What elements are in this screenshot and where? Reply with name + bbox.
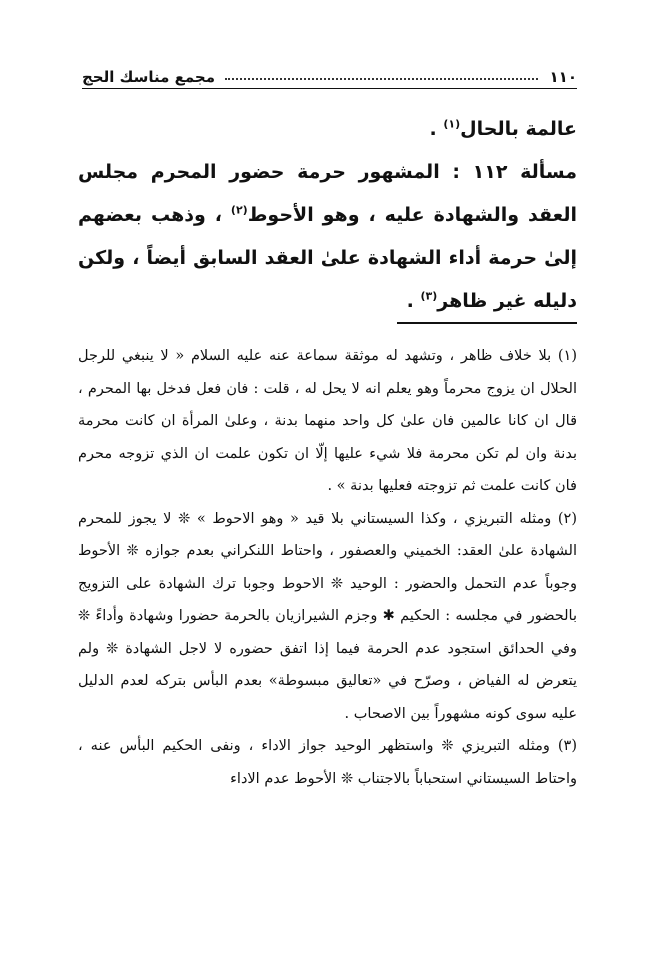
main-line-1: عالمة بالحال [460, 118, 577, 140]
page-number: ١١٠ [549, 68, 577, 86]
header-dot-leader [225, 78, 538, 80]
footnote-ref-3: (٣) [420, 289, 438, 303]
running-header [82, 52, 577, 86]
footnotes [78, 340, 577, 795]
footnote-2: (٢) ومثله التبريزي ، وكذا السيستاني بلا قيد « وهو الاحوط » ❊ لا يجوز للمحرم الشهادة علىٰ العقد: الخميني والعصفور ، واحتاط اللنكراني بعدم جوازه ❊ الأحوط وجوباً عدم التحمل والحضور : الوحيد ❊ الاحوط وجوبا ترك الشهادة على التزويج بالحضور في مجلسه : الحكيم ✱ وجزم الشيرازيان بالحرمة حضورا وشهادة وأداءً ❊ وفي الحدائق استجود عدم الحرمة فيما إذا اتفق حضوره لا لاجل الشهادة ❊ ولم يتعرض له الفياض ، وصرّح في «تعاليق مبسوطة» بعدم البأس بتركه لعدم الدليل عليه سوى كونه مشهوراً بين الاصحاب . [78, 510, 577, 722]
issue-text-b: ، وذهب بعضهم إلىٰ حرمة أداء الشهادة علىٰ العقد السابق أيضاً ، ولكن دليله غير ظاهر [78, 204, 577, 312]
issue-label: مسألة ١١٢ : [452, 161, 577, 183]
main-line-1-end: . [429, 118, 444, 140]
footnote-ref-2: (٢) [230, 203, 248, 217]
footnote-3: (٣) ومثله التبريزي ❊ واستظهر الوحيد جواز الاداء ، ونفى الحكيم البأس عنه ، واحتاط السيستاني استحباباً بالاجتناب ❊ الأحوط عدم الاداء [78, 738, 577, 787]
footnote-1: (١) بلا خلاف ظاهر ، وتشهد له موثقة سماعة عنه عليه السلام « لا ينبغي للرجل الحلال ان يزوج محرماً وهو يعلم انه لا يحل له ، قلت : فان فعل فدخل بها المحرم ، قال ان كانا عالمين فان علىٰ كل واحد منهما بدنة ، وعلىٰ المرأة ان كانت محرمة بدنة وان لم تكن محرمة فلا شيء عليها إلّا ان تكون علمت ان الذي تزوجه محرم فان كانت علمت ثم تزوجته فعليها بدنة » . [78, 348, 577, 494]
footnote-ref-1: (١) [443, 117, 461, 131]
footnote-separator [397, 322, 577, 324]
issue-text-a: المشهور حرمة حضور المحرم مجلس العقد والشهادة عليه ، وهو الأحوط [78, 161, 577, 226]
running-title: مجمع مناسك الحج [82, 68, 216, 86]
issue-paragraph [78, 151, 577, 323]
main-text [78, 108, 577, 323]
issue-end: . [406, 290, 421, 312]
header-rule [82, 88, 577, 89]
main-paragraph-1 [78, 108, 577, 151]
